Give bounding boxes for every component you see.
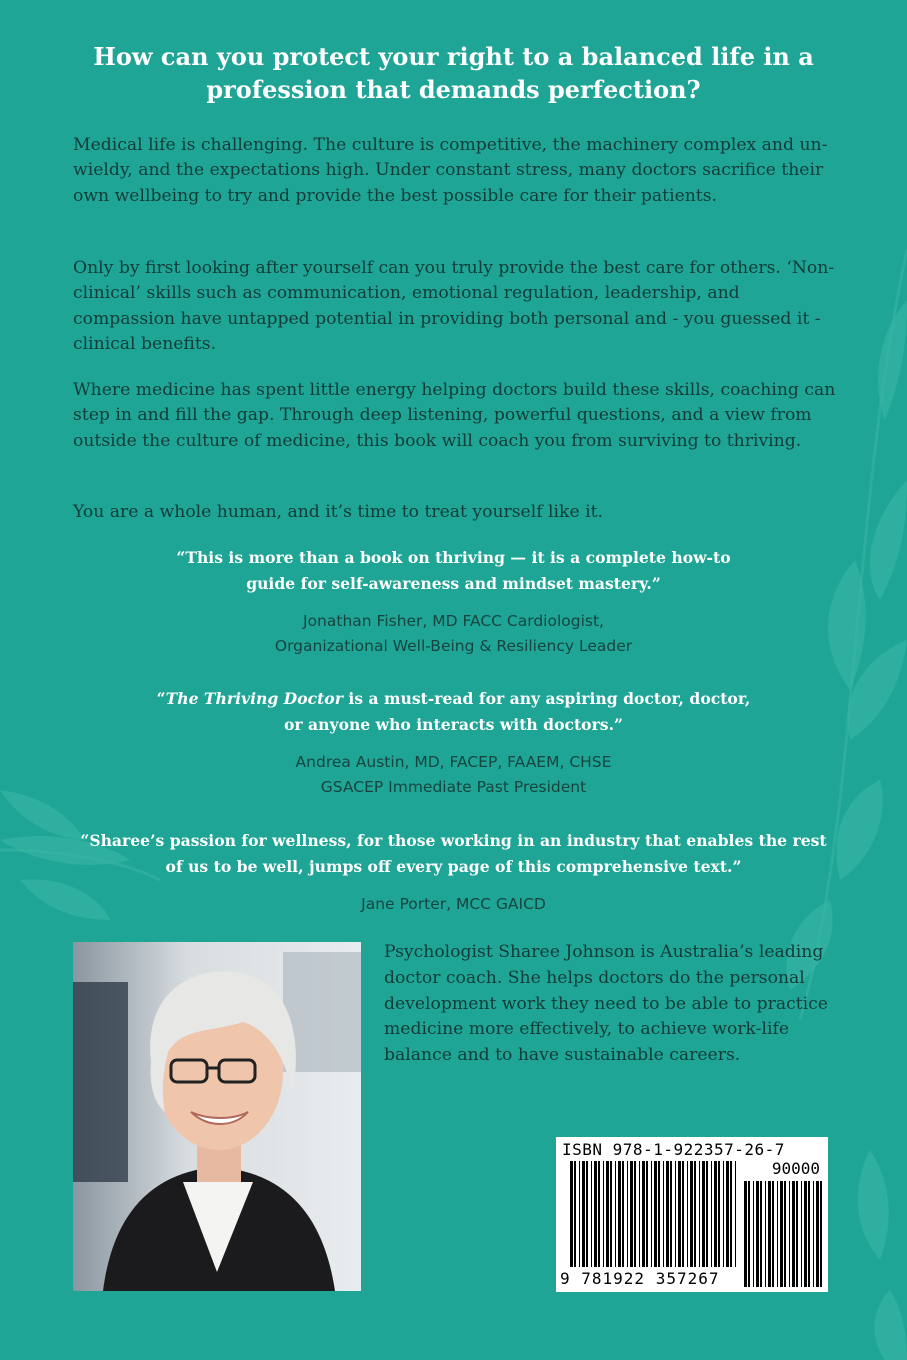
- quote-1: “This is more than a book on thriving — it is a complete how-to guide for self-awareness and mindset mastery.”: [176, 548, 731, 593]
- price-addon: 90000: [771, 1159, 820, 1178]
- quote-1-role: Organizational Well-Being & Resiliency Leader: [274, 637, 633, 655]
- body-paragraph-2: Only by first looking after yourself can you truly provide the best care for others. ‘Non-clinical’ skills such as communication, emotional regulation, leadership, and compassion have untapped potential in providing both personal and - you guessed it - clinical benefits.: [73, 258, 835, 355]
- author-photo: [73, 942, 361, 1291]
- quote-3: “Sharee’s passion for wellness, for those working in an industry that enables the rest of us to be well, jumps off every page of this comprehensive text.”: [80, 831, 827, 876]
- quote-2-role: GSACEP Immediate Past President: [320, 778, 587, 796]
- ean-digits: 9 781922 357267: [560, 1269, 720, 1288]
- quote-2-open: “: [156, 689, 166, 708]
- quote-3-author: Jane Porter, MCC GAICD: [361, 895, 546, 913]
- book-title: The Thriving Doctor: [165, 689, 343, 708]
- quote-2: [150, 686, 757, 737]
- isbn-label: ISBN 978-1-922357-26-7: [562, 1140, 785, 1159]
- body-paragraph-4: You are a whole human, and it’s time to treat yourself like it.: [73, 502, 603, 522]
- body-paragraph-3: Where medicine has spent little energy helping doctors build these skills, coaching can step in and fill the gap. Through deep listening, powerful questions, and a view from outside the culture of medicine, this book will coach you from surviving to thriving.: [73, 380, 836, 451]
- author-bio: Psychologist Sharee Johnson is Australia’s leading doctor coach. She helps doctors do the personal development work they need to be able to practice medicine more effectively, to achieve work-life balance and to have sustainable careers.: [384, 942, 828, 1066]
- body-paragraph-1: Medical life is challenging. The culture is competitive, the machinery complex and un-wieldy, and the expectations high. Under constant stress, many doctors sacrifice their own wellbeing to try and provide the best possible care for their patients.: [73, 135, 828, 206]
- headline: How can you protect your right to a balanced life in a profession that demands perfection?: [93, 42, 814, 104]
- quote-2-author: Andrea Austin, MD, FACEP, FAAEM, CHSE: [295, 753, 612, 771]
- quote-2-rest: is a must-read for any aspiring doctor, doctor, or anyone who interacts with doctors.”: [284, 689, 751, 734]
- isbn-barcode: [556, 1137, 828, 1292]
- quote-1-author: Jonathan Fisher, MD FACC Cardiologist,: [303, 612, 604, 630]
